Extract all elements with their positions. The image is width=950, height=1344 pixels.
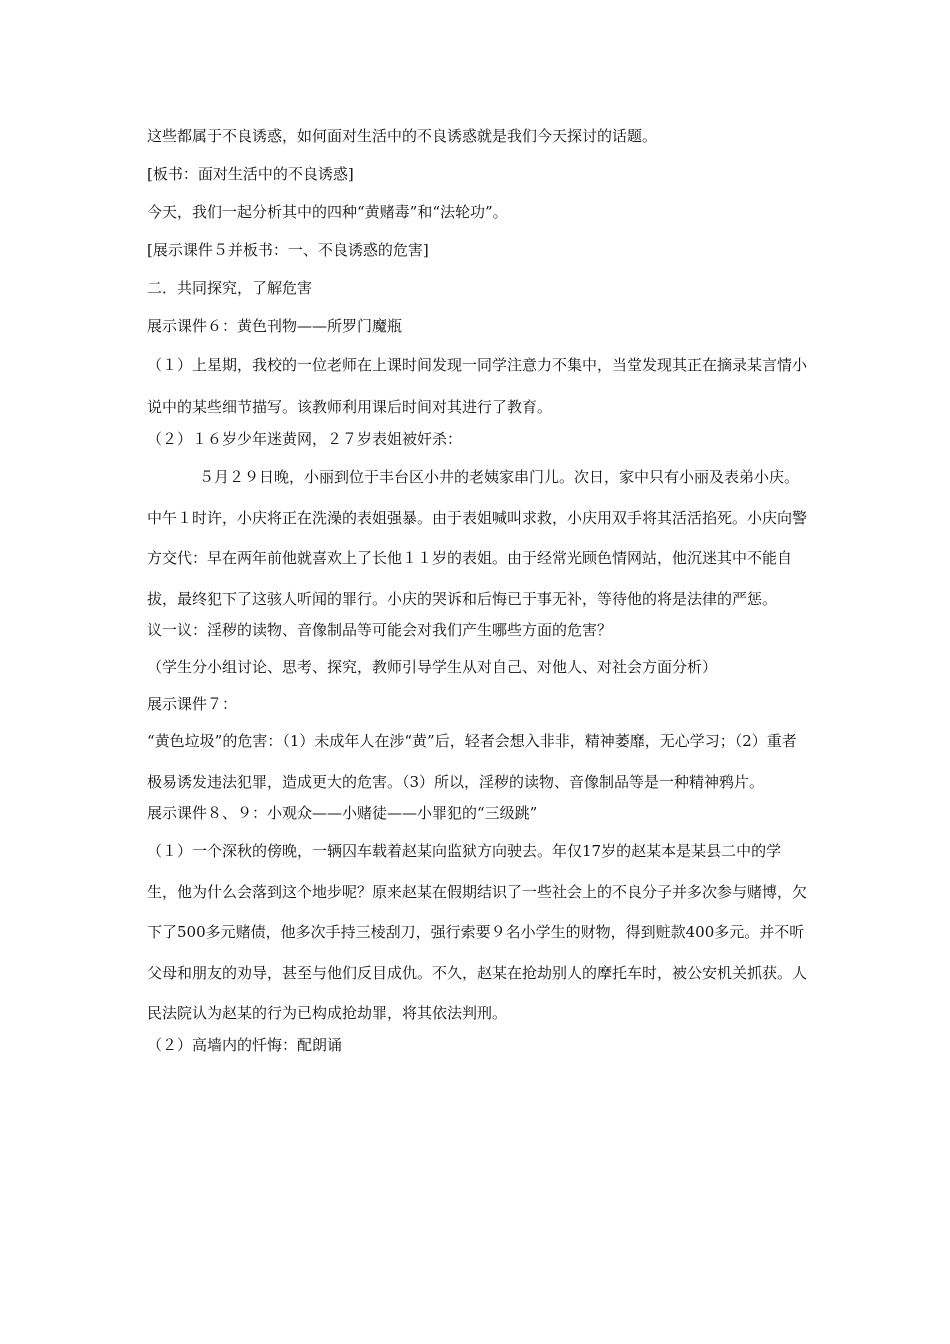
discussion-question: 议一议：淫秽的读物、音像制品等可能会对我们产生哪些方面的危害？	[147, 621, 613, 639]
case-heading: （２）１６岁少年迷黄网，２７岁表姐被奸杀：	[147, 430, 463, 448]
document-body	[147, 124, 807, 1071]
case-paragraph: ５月２９日晚，小丽到位于丰台区小井的老姨家串门儿。次日，家中只有小丽及表弟小庆。中午１时许，小庆将正在洗澡的表姐强暴。由于表姐喊叫求救，小庆用双手将其活活掐死。小庆向警方交代：早在两年前他就喜欢上了长他１１岁的表姐。由于经常光顾色情网站，他沉迷其中不能自拔，最终犯下了这骇人听闻的罪行。小庆的哭诉和后悔已于事无补，等待他的将是法律的严惩。	[147, 468, 808, 608]
text-line: （２）高墙内的忏悔：配朗诵	[147, 1035, 343, 1054]
board-note: [展示课件５并板书：一、不良诱惑的危害]	[147, 241, 429, 259]
harm-paragraph: “黄色垃圾”的危害：（1）未成年人在涉“黄”后，轻者会想入非非，精神萎靡，无心学习；（2）重者极易诱发违法犯罪，造成更大的危害。（3）所以，淫秽的读物、音像制品等是一种精神鸦片。	[147, 732, 797, 791]
courseware-heading: 展示课件６：黄色刊物——所罗门魔瓶	[147, 317, 403, 335]
case-paragraph: （１）一个深秋的傍晚，一辆囚车载着赵某向监狱方向驶去。年仅17岁的赵某本是某县二中的学生，他为什么会落到这个地步呢？原来赵某在假期结识了一些社会上的不良分子并多次参与赌博，欠下了500多元赌债，他多次手持三棱刮刀，强行索要９名小学生的财物，得到赃款400多元。并不听父母和朋友的劝导，甚至与他们反目成仇。不久，赵某在抢劫别人的摩托车时，被公安机关抓获。人民法院认为赵某的行为已构成抢劫罪，将其依法判刑。	[147, 842, 808, 1022]
discussion-note: （学生分小组讨论、思考、探究，教师引导学生从对自己、对他人、对社会方面分析）	[147, 658, 718, 676]
courseware-heading: 展示课件７：	[147, 695, 238, 713]
section-heading: 二．共同探究，了解危害	[147, 279, 313, 297]
text-line: 这些都属于不良诱惑，如何面对生活中的不良诱惑就是我们今天探讨的话题。	[147, 127, 658, 145]
text-line: 今天，我们一起分析其中的四种“黄赌毒”和“法轮功”。	[147, 203, 508, 221]
case-paragraph: （１）上星期，我校的一位老师在上课时间发现一同学注意力不集中，当堂发现其正在摘录某言情小说中的某些细节描写。该教师利用课后时间对其进行了教育。	[147, 356, 808, 416]
courseware-heading: 展示课件８、９：小观众——小赌徒——小罪犯的“三级跳”	[147, 804, 538, 822]
board-note: [板书：面对生活中的不良诱惑]	[147, 165, 354, 183]
